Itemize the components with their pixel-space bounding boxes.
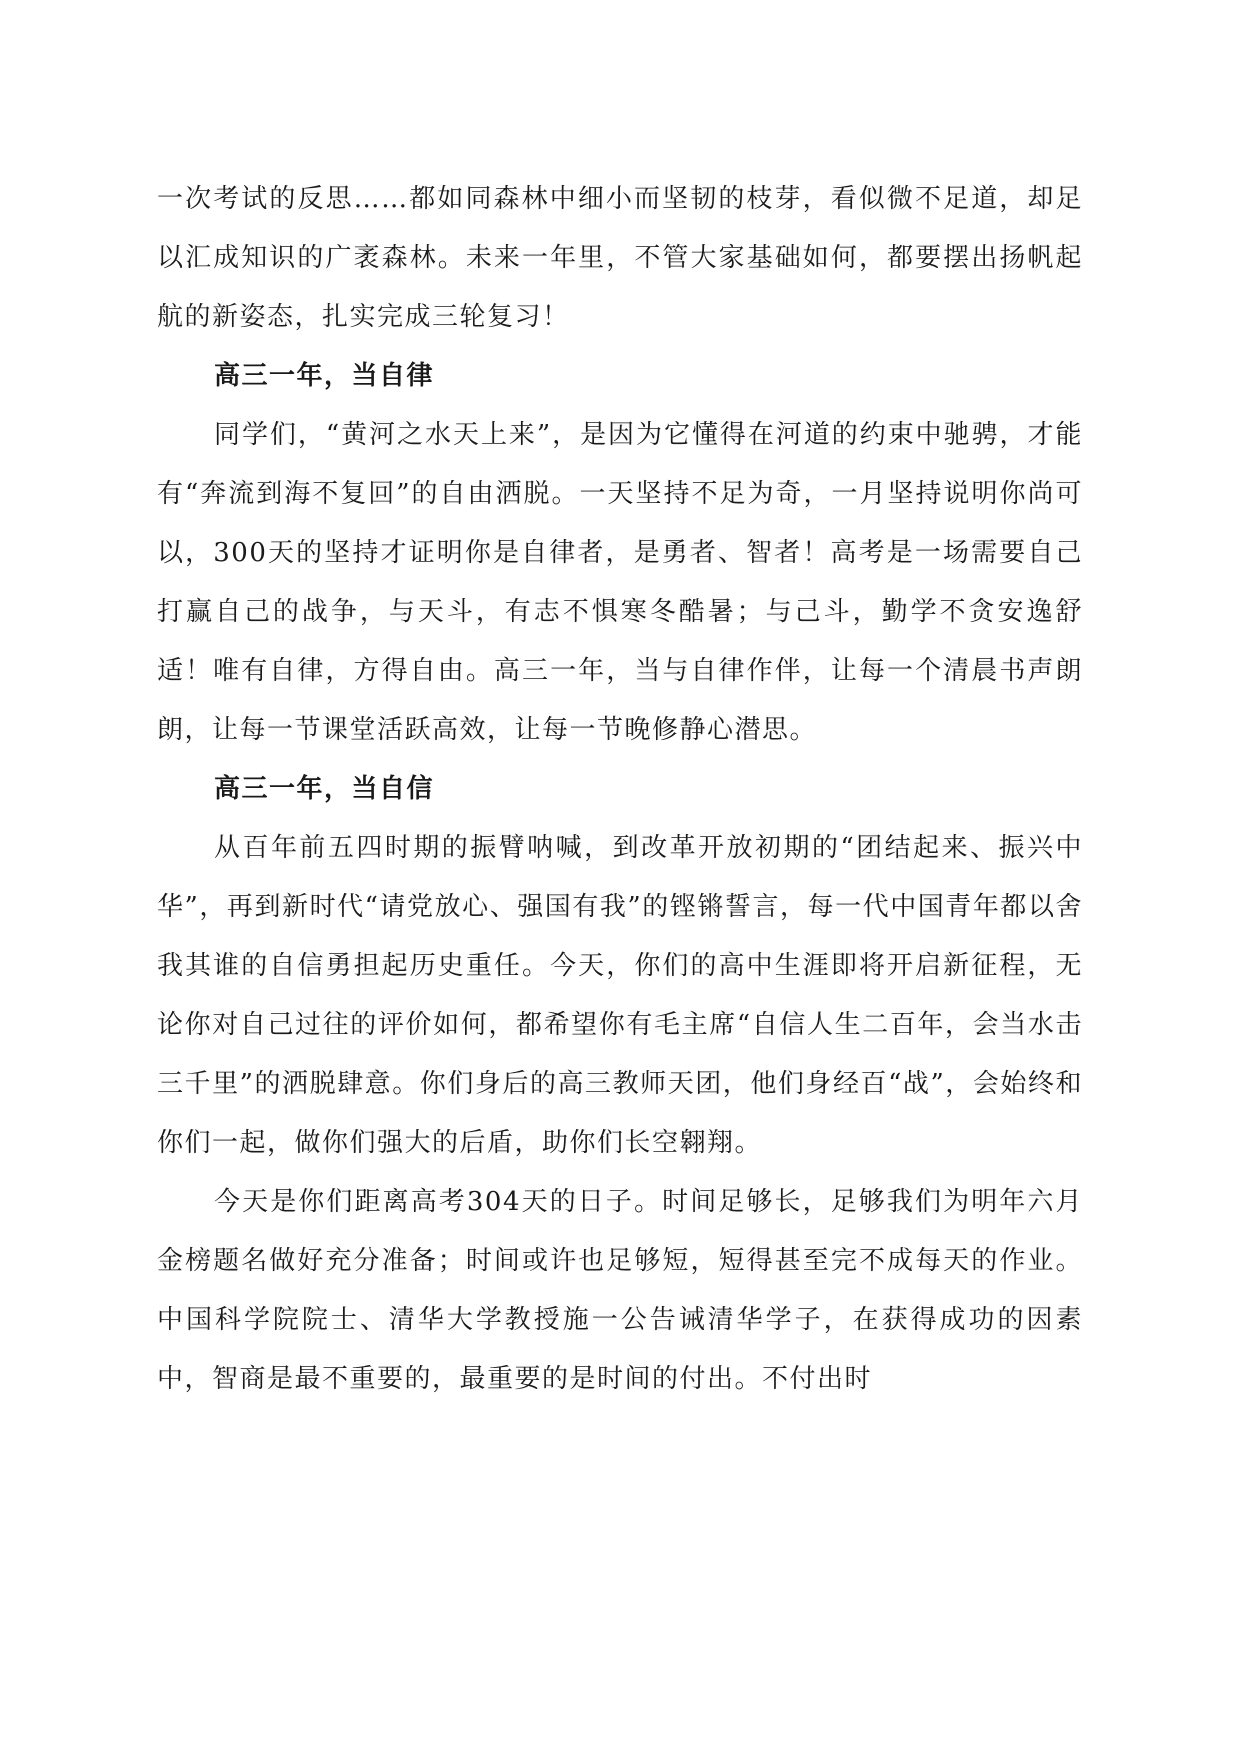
paragraph-intro: 一次考试的反思……都如同森林中细小而坚韧的枝芽，看似微不足道，却足以汇成知识的广袤森林。未来一年里，不管大家基础如何，都要摆出扬帆起航的新姿态，扎实完成三轮复习！: [157, 184, 1083, 332]
section-heading-self-discipline: 高三一年，当自律: [214, 361, 435, 391]
paragraph-countdown: 今天是你们距离高考304天的日子。时间足够长，足够我们为明年六月金榜题名做好充分准备；时间或许也足够短，短得甚至完不成每天的作业。中国科学院院士、清华大学教授施一公告诫清华学子，在获得成功的因素中，智商是最不重要的，最重要的是时间的付出。不付出时: [157, 1187, 1083, 1394]
section-heading-self-confidence: 高三一年，当自信: [214, 774, 435, 804]
document-page: [157, 170, 1083, 1409]
paragraph-self-confidence: 从百年前五四时期的振臂呐喊，到改革开放初期的“团结起来、振兴中华”，再到新时代“请党放心、强国有我”的铿锵誓言，每一代中国青年都以舍我其谁的自信勇担起历史重任。今天，你们的高中生涯即将开启新征程，无论你对自己过往的评价如何，都希望你有毛主席“自信人生二百年，会当水击三千里”的洒脱肆意。你们身后的高三教师天团，他们身经百“战”，会始终和你们一起，做你们强大的后盾，助你们长空翱翔。: [157, 833, 1083, 1158]
paragraph-self-discipline: 同学们，“黄河之水天上来”，是因为它懂得在河道的约束中驰骋，才能有“奔流到海不复回”的自由洒脱。一天坚持不足为奇，一月坚持说明你尚可以，300天的坚持才证明你是自律者，是勇者、智者！高考是一场需要自己打赢自己的战争，与天斗，有志不惧寒冬酷暑；与己斗，勤学不贪安逸舒适！唯有自律，方得自由。高三一年，当与自律作伴，让每一个清晨书声朗朗，让每一节课堂活跃高效，让每一节晚修静心潜思。: [157, 420, 1083, 745]
